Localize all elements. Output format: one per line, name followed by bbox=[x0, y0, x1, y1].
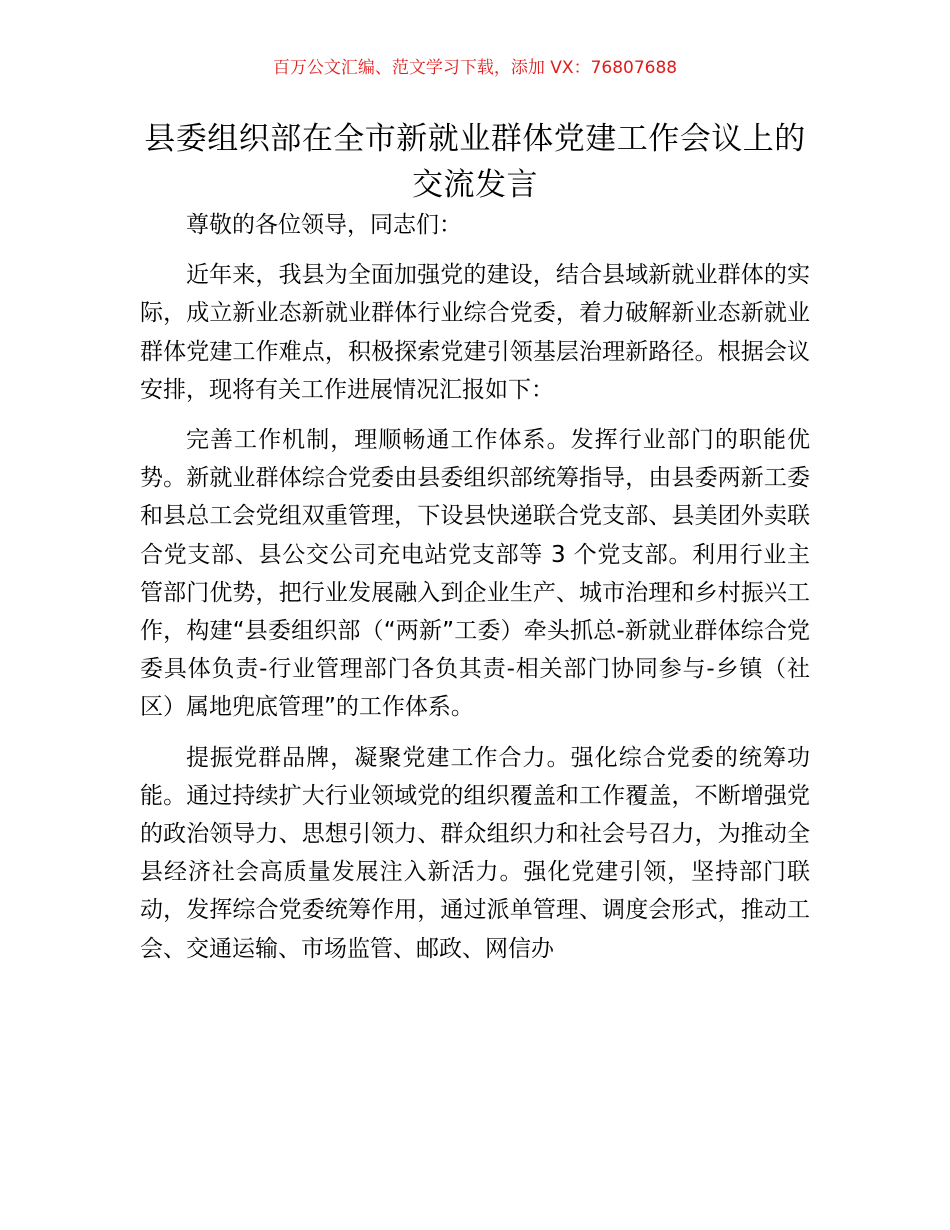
document-title: 县委组织部在全市新就业群体党建工作会议上的交流发言 bbox=[144, 121, 806, 203]
paragraph-party-brand: 提振党群品牌，凝聚党建工作合力。强化综合党委的统筹功能。通过持续扩大行业领域党的组织覆盖和工作覆盖，不断增强党的政治领导力、思想引领力、群众组织力和社会号召力，为推动全县经济社会高质量发展注入新活力。强化党建引领，坚持部门联动，发挥综合党委统筹作用，通过派单管理、调度会形式，推动工会、交通运输、市场监管、邮政、网信办 bbox=[140, 744, 810, 962]
paragraph-work-mechanism: 完善工作机制，理顺畅通工作体系。发挥行业部门的职能优势。新就业群体综合党委由县委组织部统筹指导，由县委两新工委和县总工会党组双重管理，下设县快递联合党支部、县美团外卖联合党支部、县公交公司充电站党支部等 3 个党支部。利用行业主管部门优势，把行业发展融入到企业生产、城市治理和乡村振兴工作，构建“县委组织部（“两新”工委）牵头抓总-新就业群体综合党委具体负责-行业管理部门各负其责-相关部门协同参与-乡镇（社区）属地兜底管理”的工作体系。 bbox=[140, 427, 810, 721]
document-body bbox=[140, 206, 810, 980]
salutation: 尊敬的各位领导，同志们： bbox=[186, 212, 462, 238]
header-promo-note: 百万公文汇编、范文学习下载，添加 VX：76807688 bbox=[272, 58, 678, 78]
paragraph-intro: 近年来，我县为全面加强党的建设，结合县域新就业群体的实际，成立新业态新就业群体行业综合党委，着力破解新业态新就业群体党建工作难点，积极探索党建引领基层治理新路径。根据会议安排，现将有关工作进展情况汇报如下： bbox=[140, 262, 810, 403]
